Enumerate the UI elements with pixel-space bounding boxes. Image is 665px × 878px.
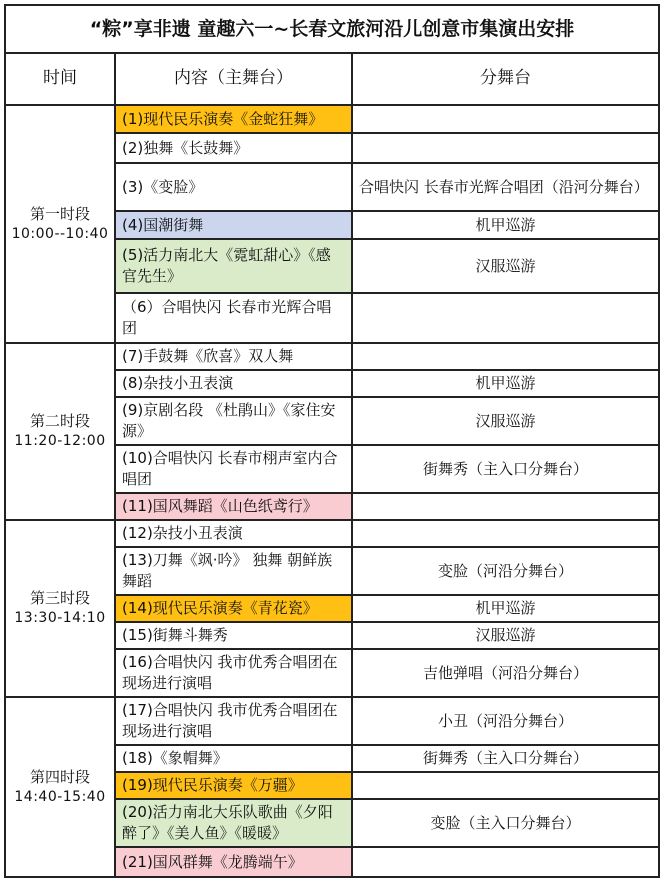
sub-cell: 变脸（主入口分舞台） <box>352 799 659 847</box>
main-cell: (15)街舞斗舞秀 <box>115 622 352 649</box>
period-time: 13:30-14:10 <box>14 610 106 627</box>
main-cell: (5)活力南北大《霓虹甜心》《感官先生》 <box>115 239 352 293</box>
main-cell: (18)《象帽舞》 <box>115 745 352 772</box>
table-row <box>5 697 659 745</box>
sub-cell <box>352 293 659 343</box>
sub-cell: 吉他弹唱（河沿分舞台） <box>352 649 659 697</box>
sub-cell: 小丑（河沿分舞台） <box>352 697 659 745</box>
period-time: 11:20-12:00 <box>14 433 106 450</box>
period-label: 第三时段 <box>29 589 90 608</box>
sub-cell: 合唱快闪 长春市光辉合唱团（沿河分舞台） <box>352 163 659 211</box>
table-row <box>5 105 659 133</box>
sub-cell: 机甲巡游 <box>352 370 659 397</box>
sub-cell: 街舞秀（主入口分舞台） <box>352 445 659 493</box>
main-cell: (8)杂技小丑表演 <box>115 370 352 397</box>
main-cell: (14)现代民乐演奏《青花瓷》 <box>115 595 352 622</box>
sub-cell: 街舞秀（主入口分舞台） <box>352 745 659 772</box>
main-cell: (19)现代民乐演奏《万疆》 <box>115 772 352 799</box>
period-4-cell <box>5 697 115 877</box>
title-row <box>5 5 659 53</box>
sub-cell: 汉服巡游 <box>352 622 659 649</box>
page-title: “粽”享非遗 童趣六一~长春文旅河沿儿创意市集演出安排 <box>5 5 659 53</box>
header-row <box>5 53 659 105</box>
table-row <box>5 343 659 370</box>
main-cell: (9)京剧名段 《杜鹃山》《家住安源》 <box>115 397 352 445</box>
sub-cell: 汉服巡游 <box>352 239 659 293</box>
main-cell: (11)国风舞蹈《山色纸鸢行》 <box>115 493 352 520</box>
table-row <box>5 520 659 547</box>
main-cell: (12)杂技小丑表演 <box>115 520 352 547</box>
sub-cell <box>352 493 659 520</box>
main-cell: (2)独舞《长鼓舞》 <box>115 133 352 163</box>
schedule-table <box>4 4 660 878</box>
period-label: 第二时段 <box>29 412 90 431</box>
main-cell: (3)《变脸》 <box>115 163 352 211</box>
period-label: 第四时段 <box>29 767 90 786</box>
col-header-main-stage: 内容（主舞台） <box>115 53 352 105</box>
main-cell: (7)手鼓舞《欣喜》双人舞 <box>115 343 352 370</box>
sub-cell <box>352 520 659 547</box>
period-2-cell <box>5 343 115 520</box>
sub-cell: 机甲巡游 <box>352 211 659 239</box>
main-cell: (17)合唱快闪 我市优秀合唱团在现场进行演唱 <box>115 697 352 745</box>
main-cell: (16)合唱快闪 我市优秀合唱团在现场进行演唱 <box>115 649 352 697</box>
sub-cell <box>352 772 659 799</box>
period-1-cell <box>5 105 115 343</box>
period-label: 第一时段 <box>29 204 90 223</box>
sub-cell: 汉服巡游 <box>352 397 659 445</box>
period-time: 14:40-15:40 <box>14 788 106 805</box>
col-header-time: 时间 <box>5 53 115 105</box>
main-cell: (21)国风群舞《龙腾端午》 <box>115 847 352 877</box>
main-cell: (1)现代民乐演奏《金蛇狂舞》 <box>115 105 352 133</box>
main-cell: (10)合唱快闪 长春市栩声室内合唱团 <box>115 445 352 493</box>
main-cell: (13)刀舞《飒·吟》 独舞 朝鲜族舞蹈 <box>115 547 352 595</box>
sub-cell <box>352 343 659 370</box>
main-cell: （6）合唱快闪 长春市光辉合唱团 <box>115 293 352 343</box>
sub-cell <box>352 847 659 877</box>
sub-cell <box>352 133 659 163</box>
col-header-sub-stage: 分舞台 <box>352 53 659 105</box>
sub-cell: 机甲巡游 <box>352 595 659 622</box>
period-3-cell <box>5 520 115 697</box>
sub-cell <box>352 105 659 133</box>
main-cell: (20)活力南北大乐队歌曲《夕阳醉了》《美人鱼》《暖暖》 <box>115 799 352 847</box>
period-time: 10:00--10:40 <box>11 225 109 242</box>
sub-cell: 变脸（河沿分舞台） <box>352 547 659 595</box>
main-cell: (4)国潮街舞 <box>115 211 352 239</box>
